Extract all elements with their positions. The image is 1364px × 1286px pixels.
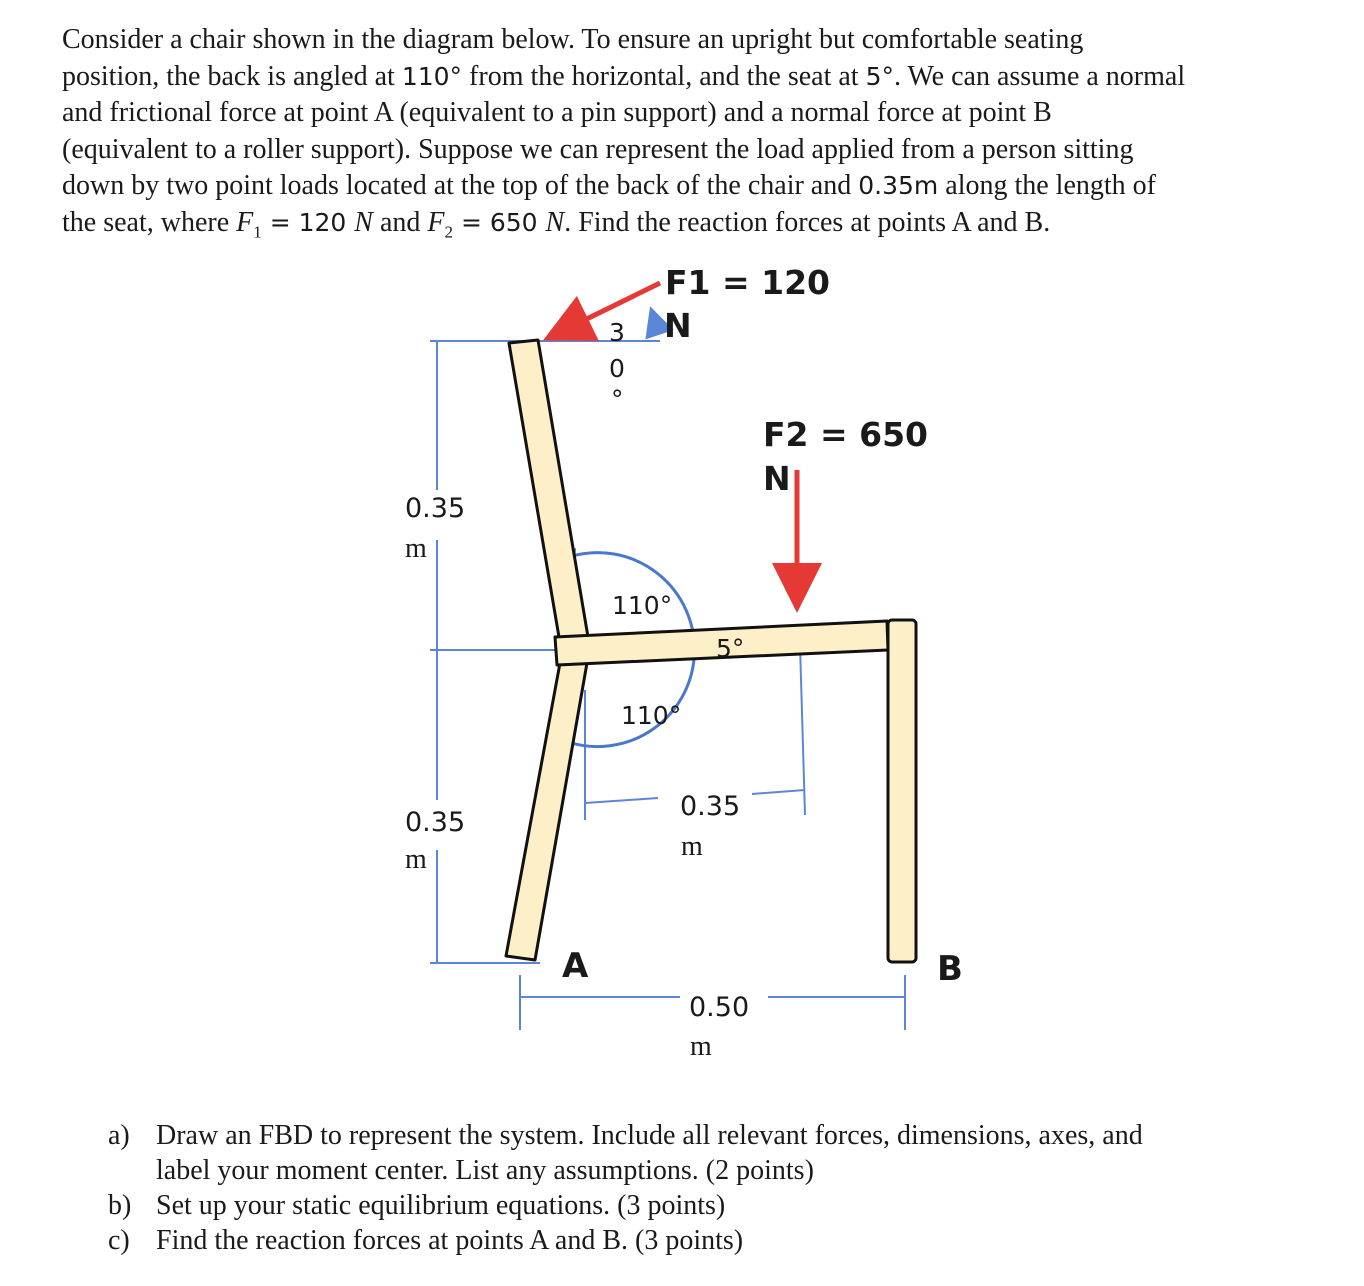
problem-line: the seat, where $F_1 = 120$ N and $F_2 = 650$ N. Find the reaction forces at points A and B.: [62, 206, 1051, 242]
dim-seat-unit: m: [681, 831, 703, 862]
problem-line: and frictional force at point A (equivalent to a pin support) and a normal force at point B: [62, 97, 1052, 129]
load-distance-value: 0.35m: [858, 171, 939, 201]
chair-back: [509, 340, 588, 643]
question-label: c): [108, 1225, 130, 1256]
angle-30-degree-sign: °: [611, 385, 624, 414]
question-list: [108, 1118, 1308, 1258]
dim-seat-value: 0.35: [680, 791, 741, 822]
f1-arrow: [552, 283, 660, 336]
f2-label-value: F2 = 650: [763, 415, 929, 454]
f2-symbol: $F_2$: [427, 206, 453, 242]
problem-line: position, the back is angled at 110° from the horizontal, and the seat at 5°. We can assume a normal: [62, 60, 1186, 92]
f1-unit: N: [354, 206, 373, 238]
dim-width-value: 0.50: [689, 992, 750, 1023]
angle-arcs: [568, 312, 701, 747]
problem-line: Consider a chair shown in the diagram below. To ensure an upright but comfortable seating: [62, 24, 1084, 55]
question-label: b): [108, 1190, 132, 1221]
f2-unit: N: [545, 206, 565, 238]
seat-angle-value: 5°: [865, 61, 894, 91]
angle-arc-30: [647, 312, 653, 337]
angle-lower-label: 110°: [621, 701, 682, 730]
dim-upper-unit: m: [405, 533, 427, 564]
problem-line: (equivalent to a roller support). Suppose we can represent the load applied from a person sitting: [62, 133, 1134, 165]
back-angle-value: 110°: [401, 61, 463, 91]
f1-symbol: $F_1$: [236, 206, 262, 242]
f2-value: = 650: [453, 207, 546, 237]
question-item: b) Set up your static equilibrium equations. (3 points): [108, 1190, 726, 1221]
dim-upper-value: 0.35: [405, 493, 466, 524]
angle-30-digit-0: 0: [609, 354, 625, 383]
f1-value: = 120: [261, 207, 355, 237]
seat-dim-line-left: [585, 798, 658, 803]
angle-seat-label: 5°: [716, 634, 745, 663]
question-item: a) Draw an FBD to represent the system. Include all relevant forces, dimensions, axes, and label your moment center. List any assumptions. (2 points): [108, 1120, 1143, 1186]
point-b-label: B: [937, 949, 963, 989]
f1-label-value: F1 = 120: [665, 263, 831, 302]
f1-label-unit: N: [664, 306, 692, 345]
dim-width-unit: m: [690, 1031, 712, 1062]
seat-dim-line-right: [752, 790, 805, 794]
chair-rear-leg: [888, 620, 916, 962]
dim-lower-unit: m: [405, 844, 427, 875]
question-item: c) Find the reaction forces at points A and B. (3 points): [108, 1225, 744, 1256]
point-a-label: A: [562, 946, 589, 986]
dim-lower-value: 0.35: [405, 807, 466, 838]
problem-line: down by two point loads located at the top of the back of the chair and 0.35m along the length of: [62, 170, 1156, 202]
angle-30-digit-3: 3: [609, 318, 625, 347]
question-label: a): [108, 1120, 130, 1151]
chair-front-leg: [506, 663, 587, 960]
f2-label-unit: N: [763, 459, 791, 498]
angle-upper-label: 110°: [612, 591, 673, 620]
